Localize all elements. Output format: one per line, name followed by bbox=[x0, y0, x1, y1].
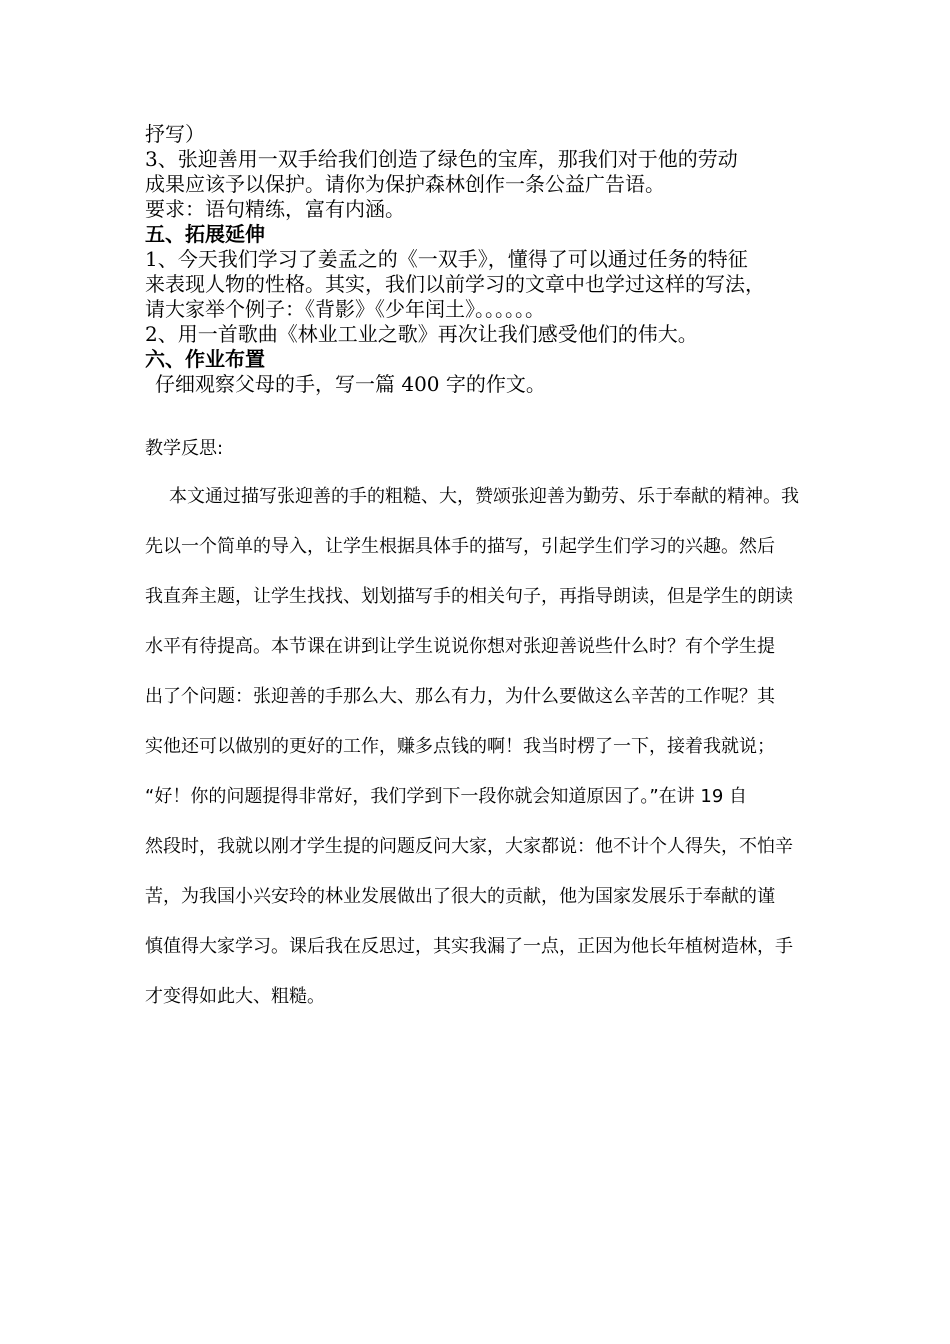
text-line: 请大家举个例子：《背影》《少年闰土》。。。。。。 bbox=[145, 297, 545, 321]
reflection-line: 慎值得大家学习。课后我在反思过，其实我漏了一点，正因为他长年植树造林，手 bbox=[145, 936, 793, 957]
section-heading-homework: 六、作业布置 bbox=[145, 347, 265, 371]
reflection-title: 教学反思: bbox=[145, 438, 224, 459]
reflection-line: 我直奔主题，让学生找找、划划描写手的相关句子，再指导朗读，但是学生的朗读 bbox=[145, 586, 793, 607]
reflection-line: 实他还可以做别的更好的工作，赚多点钱的啊！我当时楞了一下，接着我就说； bbox=[145, 736, 775, 757]
reflection-line: 先以一个简单的导入，让学生根据具体手的描写，引起学生们学习的兴趣。然后 bbox=[145, 536, 775, 557]
text-line: 仔细观察父母的手，写一篇 400 字的作文。 bbox=[155, 372, 546, 396]
text-line: 1、今天我们学习了姜孟之的《一双手》，懂得了可以通过任务的特征 bbox=[145, 247, 748, 271]
reflection-paragraph bbox=[145, 485, 815, 1035]
reflection-line: 苦，为我国小兴安玲的林业发展做出了很大的贡献，他为国家发展乐于奉献的谨 bbox=[145, 886, 775, 907]
text-line: 要求：语句精练，富有内涵。 bbox=[145, 197, 405, 221]
text-line: 来表现人物的性格。其实，我们以前学习的文章中也学过这样的写法， bbox=[145, 272, 765, 296]
text-line: 2、用一首歌曲《林业工业之歌》再次让我们感受他们的伟大。 bbox=[145, 322, 698, 346]
text-line: 抒写） bbox=[145, 122, 205, 146]
reflection-line: 水平有待提高。本节课在讲到让学生说说你想对张迎善说些什么时？有个学生提 bbox=[145, 636, 775, 657]
reflection-line: 出了个问题：张迎善的手那么大、那么有力，为什么要做这么辛苦的工作呢？其 bbox=[145, 686, 775, 707]
lesson-plan-section bbox=[145, 122, 825, 397]
reflection-line: 本文通过描写张迎善的手的粗糙、大，赞颂张迎善为勤劳、乐于奉献的精神。我 bbox=[169, 486, 799, 507]
text-line: 3、张迎善用一双手给我们创造了绿色的宝库，那我们对于他的劳动 bbox=[145, 147, 738, 171]
reflection-line: “好！你的问题提得非常好，我们学到下一段你就会知道原因了。”在讲 19 自 bbox=[145, 786, 747, 807]
text-line: 成果应该予以保护。请你为保护森林创作一条公益广告语。 bbox=[145, 172, 665, 196]
section-heading-extension: 五、拓展延伸 bbox=[145, 222, 265, 246]
reflection-line: 才变得如此大、粗糙。 bbox=[145, 986, 325, 1007]
reflection-line: 然段时，我就以刚才学生提的问题反问大家，大家都说：他不计个人得失，不怕辛 bbox=[145, 836, 793, 857]
